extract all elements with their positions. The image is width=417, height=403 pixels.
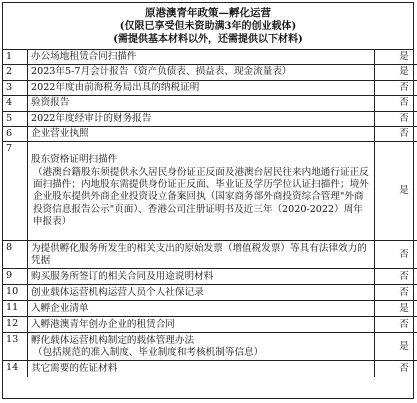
row-number: 6 <box>3 127 28 142</box>
row-item-text: 创业载体运营机构运营人员个人社保记录 <box>31 286 204 298</box>
row-number: 10 <box>3 285 28 301</box>
row-item-text: 2022年度由前海税务局出具的纳税证明 <box>31 81 200 93</box>
row-answer: 是 <box>375 142 417 241</box>
row-answer: 是 <box>375 301 417 317</box>
row-number: 2 <box>3 65 28 80</box>
row-description <box>28 361 375 377</box>
row-item-text: 2023年5-7月会计报告（资产负债表、损益表、现金流量表） <box>31 66 292 78</box>
table-row <box>3 269 417 285</box>
row-number: 7 <box>3 142 28 241</box>
document-subtitle: (仅限已享受但未资助满3年的创业载体) <box>119 20 297 32</box>
row-item-detail: （港澳台籍股东须提供永久居民身份证正反面及港澳台居民往来内地通行证正反面扫描件；内地股东需提供身份证正反面、毕业证及学历学位认证扫描件；境外企业股东提供外商企业投资设立备案回执（国家商务部外商投资综合管理"外商投资信息报告公示"页面）、香港公司注册证明书及近三年（2020-2022）周年申报表） <box>33 166 369 228</box>
document-note: (需提供基本材料以外，还需提供以下材料) <box>113 34 303 45</box>
row-description <box>28 301 375 317</box>
table-row <box>3 301 417 317</box>
table-row <box>3 241 417 269</box>
document-title: 原港澳青年政策—孵化运营 <box>145 6 271 19</box>
row-number: 9 <box>3 269 28 285</box>
row-description <box>28 241 375 269</box>
table-row <box>3 50 417 65</box>
row-number: 1 <box>3 50 28 65</box>
row-description <box>28 111 375 126</box>
row-item-text: 入孵企业清单 <box>31 302 89 314</box>
row-description <box>28 80 375 95</box>
table-row <box>3 361 417 377</box>
table-row <box>3 80 417 95</box>
row-item-text: 其它需要的佐证材料 <box>31 362 118 374</box>
row-item-text: 办公场地租赁合同扫描件 <box>31 51 137 62</box>
table-row <box>3 333 417 361</box>
row-number: 3 <box>3 80 28 95</box>
row-number: 8 <box>3 241 28 269</box>
row-number: 11 <box>3 301 28 317</box>
row-number: 4 <box>3 96 28 111</box>
row-description <box>28 333 375 361</box>
row-answer: 否 <box>375 96 417 111</box>
document-header <box>3 3 413 50</box>
row-number: 13 <box>3 333 28 361</box>
row-description <box>28 50 375 65</box>
table-row <box>3 111 417 126</box>
row-answer: 否 <box>375 111 417 126</box>
row-item-text: 孵化载体运营机构制定的载体管理办法 <box>31 334 195 346</box>
table-row <box>3 127 417 142</box>
materials-table <box>3 50 417 377</box>
table-row <box>3 65 417 80</box>
table-row <box>3 142 417 241</box>
row-answer: 是 <box>375 50 417 65</box>
row-number: 12 <box>3 317 28 333</box>
row-item-text: 验资报告 <box>31 97 70 109</box>
row-description <box>28 142 375 241</box>
table-row <box>3 96 417 111</box>
row-answer: 否 <box>375 127 417 142</box>
row-answer: 否 <box>375 80 417 95</box>
row-answer: 否 <box>375 285 417 301</box>
row-description <box>28 127 375 142</box>
row-number: 14 <box>3 361 28 377</box>
row-number: 5 <box>3 111 28 126</box>
row-item-detail: （包括规范的准入制度、毕业制度和考核机制等信息） <box>33 346 264 358</box>
row-item-text: 2022年度经审计的财务报告 <box>31 112 152 124</box>
row-answer: 否 <box>375 317 417 333</box>
row-answer: 否 <box>399 362 409 374</box>
table-row <box>3 317 417 333</box>
row-answer: 是 <box>375 333 417 361</box>
row-answer: 否 <box>375 241 417 269</box>
row-description <box>28 285 375 301</box>
row-description <box>28 96 375 111</box>
row-description <box>28 65 375 80</box>
row-answer: 是 <box>375 65 417 80</box>
row-description <box>28 317 375 333</box>
row-item-text: 股东资格证明扫描件 <box>31 154 118 166</box>
row-answer: 否 <box>375 269 417 285</box>
row-item-text: 为提供孵化服务所发生的相关支出的原始发票（增值税发票）等具有法律效力的凭据 <box>31 242 367 266</box>
row-item-text: 入孵港澳青年创办企业的租赁合同 <box>31 318 175 330</box>
table-row <box>3 285 417 301</box>
row-description <box>28 269 375 285</box>
policy-document <box>2 2 414 399</box>
row-item-text: 购买服务所签订的相关合同及用途说明材料 <box>31 270 214 282</box>
row-item-text: 企业营业执照 <box>31 128 89 140</box>
